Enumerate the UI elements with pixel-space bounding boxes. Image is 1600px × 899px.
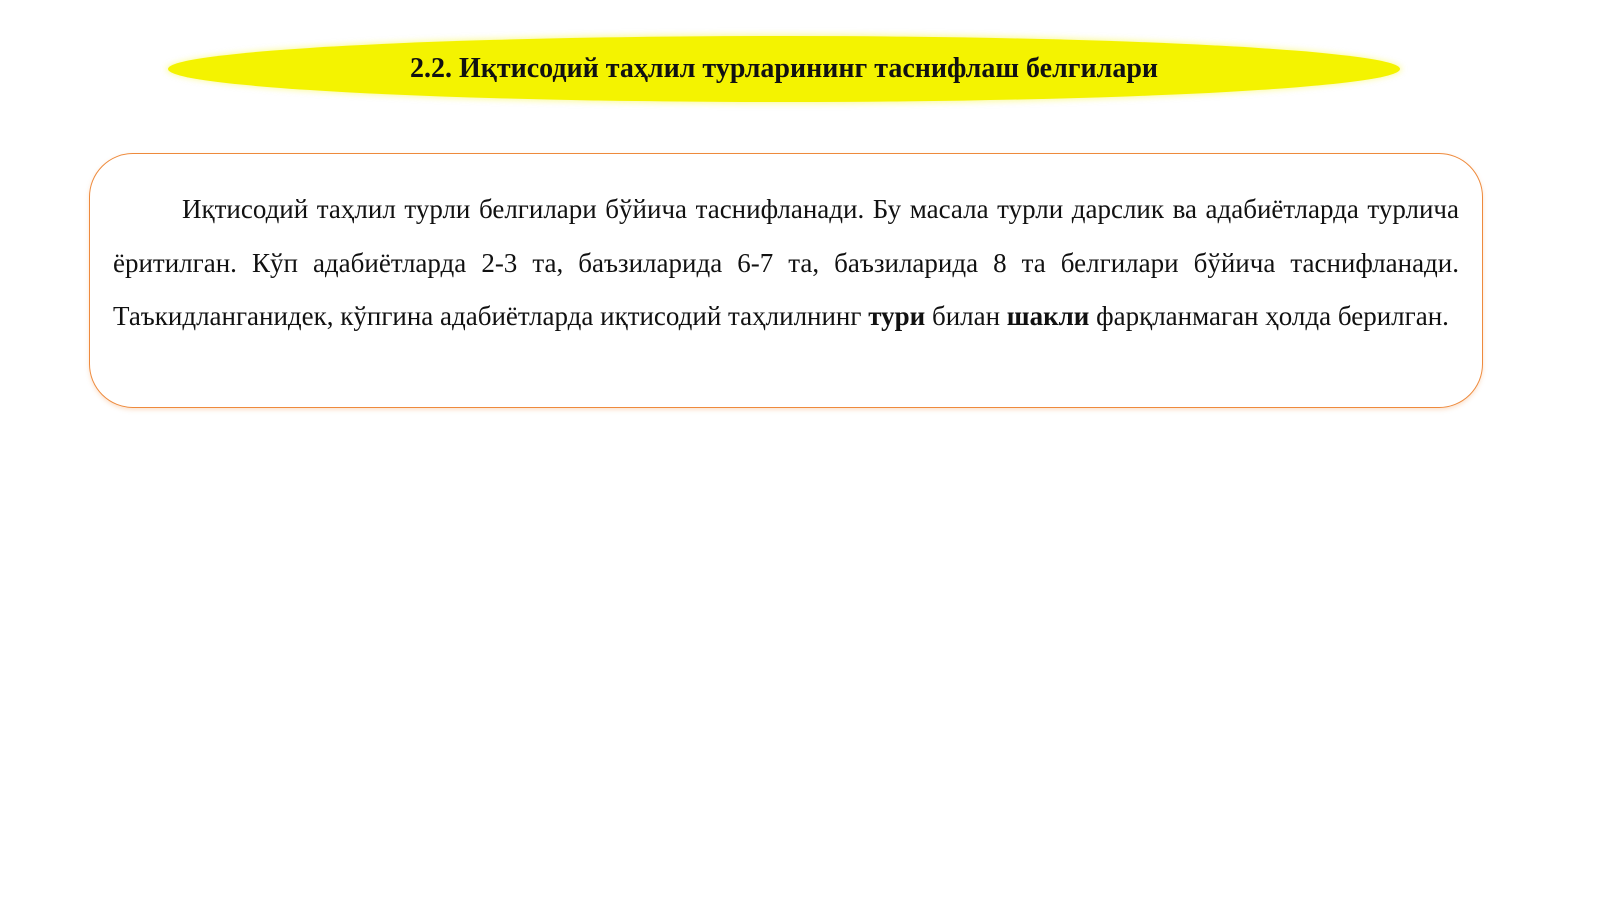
paragraph-text-part-3: фарқланмаган ҳолда берилган. (1089, 301, 1449, 331)
body-paragraph (113, 183, 1459, 344)
emphasis-turi: тури (868, 301, 926, 331)
slide-title: 2.2. Иқтисодий таҳлил турларининг таснифлаш белгилари (409, 53, 1159, 84)
paragraph-text-part-1: Иқтисодий таҳлил турли белгилари бўйича таснифланади. Бу масала турли дарслик ва адабиётларда турлича ёритилган. Кўп адабиётларда 2-3 та, баъзиларида 6-7 та, баъзиларида 8 та белгилари бўйича таснифланади. Таъкидланганидек, кўпгина адабиётларда иқтисодий таҳлилнинг (113, 194, 1459, 331)
emphasis-shakli: шакли (1006, 301, 1090, 331)
paragraph-text-part-2: билан (925, 301, 1007, 331)
